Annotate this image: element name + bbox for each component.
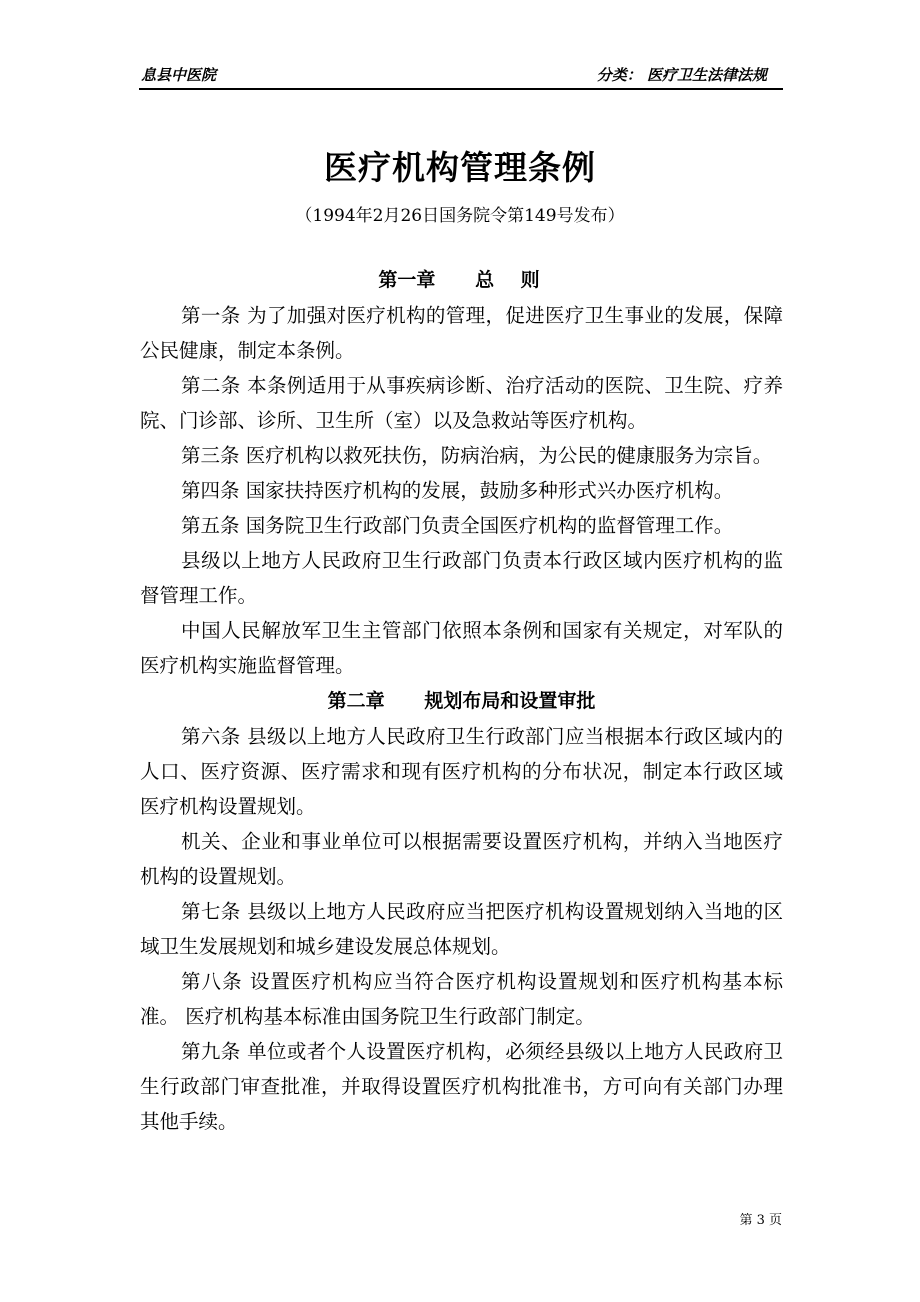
header-hospital-name: 息县中医院 [141, 66, 217, 84]
document-title: 医疗机构管理条例 [324, 148, 596, 187]
article-paragraph: 第八条 设置医疗机构应当符合医疗机构设置规划和医疗机构基本标准。 医疗机构基本标准由国务院卫生行政部门制定。 [140, 970, 783, 1028]
article-paragraph: 第九条 单位或者个人设置医疗机构，必须经县级以上地方人民政府卫生行政部门审查批准，并取得设置医疗机构批准书，方可向有关部门办理其他手续。 [140, 1040, 783, 1133]
article-paragraph: 第七条 县级以上地方人民政府应当把医疗机构设置规划纳入当地的区域卫生发展规划和城乡建设发展总体规划。 [140, 900, 783, 958]
article-paragraph: 第一条 为了加强对医疗机构的管理，促进医疗卫生事业的发展，保障公民健康，制定本条例。 [140, 304, 783, 362]
article-paragraph: 第四条 国家扶持医疗机构的发展，鼓励多种形式兴办医疗机构。 [181, 479, 734, 502]
article-paragraph: 第五条 国务院卫生行政部门负责全国医疗机构的监督管理工作。 [181, 514, 734, 537]
article-paragraph: 县级以上地方人民政府卫生行政部门负责本行政区域内医疗机构的监督管理工作。 [140, 549, 783, 607]
chapter-heading: 第一章 总 则 [378, 269, 540, 291]
article-paragraph: 中国人民解放军卫生主管部门依照本条例和国家有关规定，对军队的医疗机构实施监督管理。 [140, 619, 783, 677]
document-subtitle: （1994年2月26日国务院令第149号发布） [295, 206, 625, 226]
document-body [140, 262, 783, 1139]
page-number: 第 3 页 [739, 1213, 782, 1228]
article-paragraph: 第六条 县级以上地方人民政府卫生行政部门应当根据本行政区域内的人口、医疗资源、医疗需求和现有医疗机构的分布状况，制定本行政区域医疗机构设置规划。 [140, 725, 783, 818]
article-paragraph: 第三条 医疗机构以救死扶伤，防病治病，为公民的健康服务为宗旨。 [181, 444, 773, 467]
chapter-heading: 第二章 规划布局和设置审批 [327, 690, 596, 712]
article-paragraph: 第二条 本条例适用于从事疾病诊断、治疗活动的医院、卫生院、疗养院、门诊部、诊所、卫生所（室）以及急救站等医疗机构。 [140, 374, 783, 432]
header-category: 分类： 医疗卫生法律法规 [596, 66, 767, 84]
article-paragraph: 机关、企业和事业单位可以根据需要设置医疗机构，并纳入当地医疗机构的设置规划。 [140, 830, 783, 888]
page-header [139, 64, 783, 90]
